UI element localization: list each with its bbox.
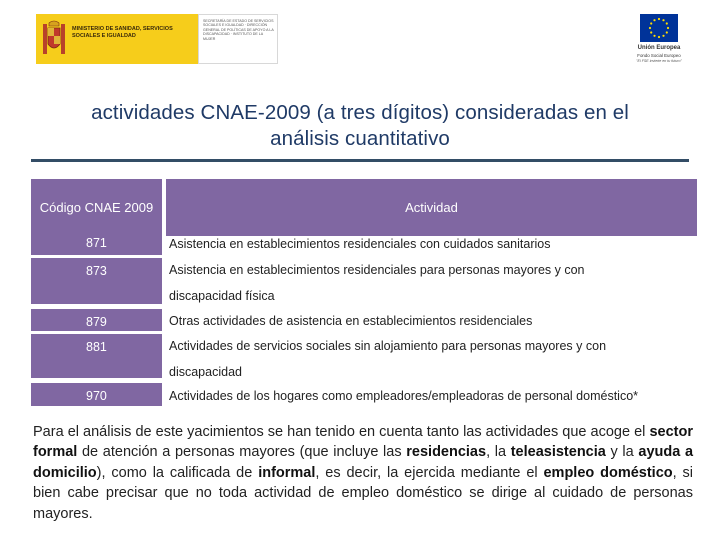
body-paragraph [33,422,693,524]
column-header-activity: Actividad [166,179,697,236]
ministry-logo [36,14,274,64]
eu-star-icon [658,36,660,38]
ministry-subunit-box [198,14,278,64]
eu-star-icon [653,19,655,21]
row-code-cell [31,258,162,304]
page-title [20,100,700,152]
row-activity: Otras actividades de asistencia en establecimientos residenciales [169,314,533,328]
paragraph-text: ), como la calificada de [96,464,259,481]
row-code-cell [31,309,162,331]
row-activity: Asistencia en establecimientos residenciales para personas mayores y con discapacidad física [169,263,585,303]
eu-stars-icon [640,14,678,42]
emphasis-teleasistencia: teleasistencia [510,444,606,461]
emphasis-informal: informal [258,464,316,481]
eu-star-icon [662,35,664,37]
eu-star-icon [667,27,669,29]
paragraph-text: de atención a personas mayores (que incluye las [77,444,407,461]
eu-name: Unión Europea [637,45,681,51]
row-code-cell [31,383,162,406]
eu-star-icon [650,31,652,33]
paragraph-text: , si bien cabe precisar que no toda actividad de empleo doméstico se dirige al cuidado de personas mayores. [33,464,694,522]
eu-star-icon [649,27,651,29]
paragraph-text: Para el análisis de este yacimientos se han tenido en cuenta tanto las actividades que acoge el [33,424,650,440]
page-title-line-2: análisis cuantitativo [270,127,450,150]
row-activity: Actividades de servicios sociales sin alojamiento para personas mayores y con discapacidad [169,339,607,379]
emphasis-ayuda-domicilio: ayuda a domicilio [33,444,694,481]
title-divider [31,159,689,162]
paragraph-text: , es decir, la ejercida mediante el [315,464,544,481]
row-code-cell [31,334,162,378]
eu-star-icon [666,22,668,24]
row-code: 873 [86,264,107,278]
row-code: 881 [86,340,107,354]
row-code: 871 [86,236,107,250]
emphasis-residencias: residencias [406,444,487,461]
row-activity: Asistencia en establecimientos residenciales con cuidados sanitarios [169,237,551,251]
paragraph-text: y la [605,444,639,461]
eu-star-icon [650,22,652,24]
emphasis-sector-formal: sector formal [33,424,693,461]
eu-flag-icon [640,14,678,42]
eu-star-icon [662,19,664,21]
page-title-line-1: actividades CNAE-2009 (a tres dígitos) consideradas en el [91,101,629,124]
eu-star-icon [658,18,660,20]
eu-star-icon [666,31,668,33]
coat-of-arms-icon [41,20,67,58]
paragraph-text: , la [486,444,511,461]
row-code: 879 [86,315,107,329]
column-header-code: Código CNAE 2009 [31,179,162,236]
row-activity: Actividades de los hogares como empleadores/empleadoras de personal doméstico* [169,389,639,403]
ministry-subunit-text: SECRETARÍA DE ESTADO DE SERVICIOS SOCIALES E IGUALDAD · DIRECCIÓN GENERAL DE POLÍTICAS DE APOYO A LA DISCAPACIDAD · INSTITUTO DE LA MUJER [203,19,274,41]
eu-star-icon [653,35,655,37]
row-code: 970 [86,389,107,403]
ministry-logo-band [36,14,198,64]
eu-logo [631,14,687,68]
row-code-cell [31,230,162,255]
eu-motto: "El FSE invierte en tu futuro" [636,59,682,63]
eu-fund-name: Fondo Social Europeo [637,53,681,58]
emphasis-empleo-domestico: empleo doméstico [543,464,673,481]
ministry-name: MINISTERIO DE SANIDAD, SERVICIOS SOCIALES E IGUALDAD [72,26,173,39]
